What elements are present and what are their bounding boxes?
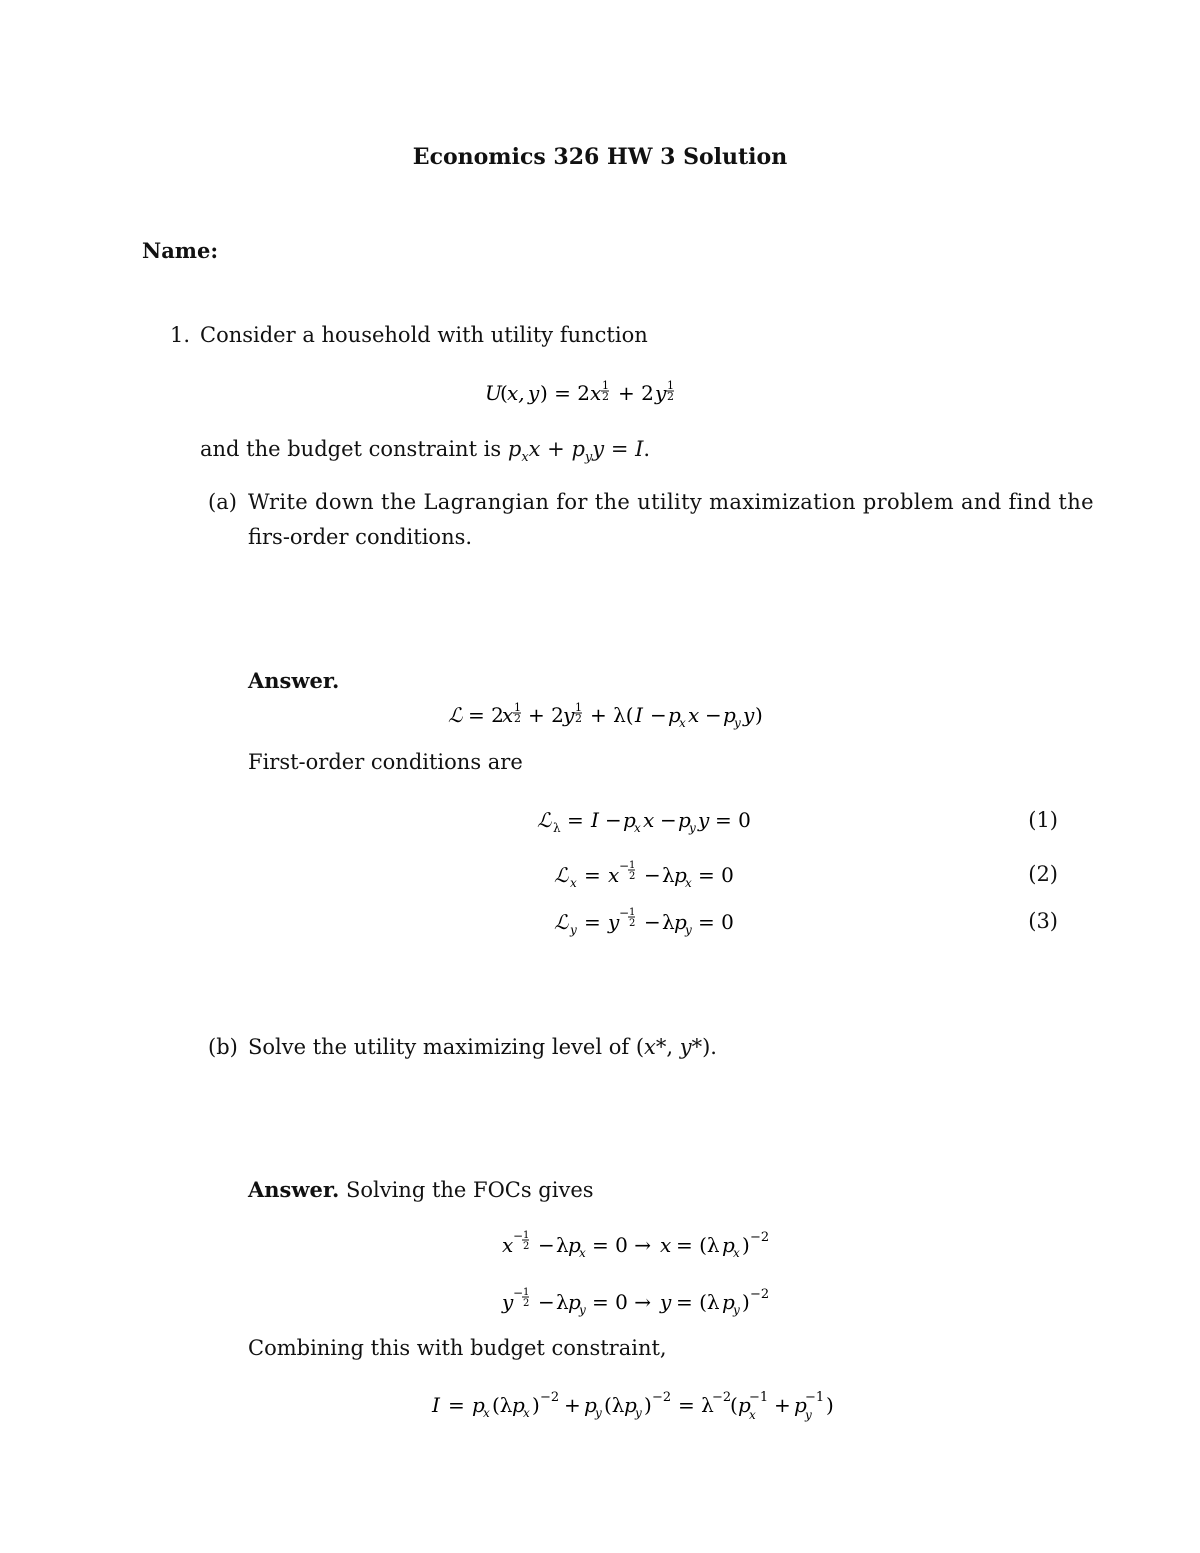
svg-text:p: p bbox=[568, 1290, 581, 1314]
svg-text:1: 1 bbox=[629, 907, 636, 918]
svg-text:x: x bbox=[502, 703, 514, 727]
svg-text:x: x bbox=[483, 1406, 490, 1420]
part-a-text-line2: firs-order conditions. bbox=[248, 525, 473, 549]
svg-text:2: 2 bbox=[523, 1241, 530, 1252]
svg-text:λ: λ bbox=[553, 821, 561, 835]
svg-text:(λ: (λ bbox=[604, 1393, 625, 1417]
part-b-text: Solve the utility maximizing level of (x*, y*). bbox=[248, 1035, 717, 1059]
svg-text:−2: −2 bbox=[652, 1390, 672, 1405]
utility-equation bbox=[0, 378, 1200, 417]
svg-text:= 0 →: = 0 → bbox=[592, 1290, 651, 1314]
svg-text:p: p bbox=[674, 910, 687, 934]
svg-text:= λ: = λ bbox=[678, 1393, 714, 1417]
problem-intro: Consider a household with utility function bbox=[200, 323, 648, 347]
svg-text:y: y bbox=[805, 1408, 812, 1422]
foc-equation-3-render bbox=[552, 905, 772, 941]
svg-text:y: y bbox=[733, 1303, 740, 1317]
equation-number-2: (2) bbox=[1028, 862, 1058, 886]
svg-text:λ: λ bbox=[662, 863, 675, 887]
svg-text:1: 1 bbox=[629, 860, 636, 871]
svg-text:=: = bbox=[448, 1393, 465, 1417]
svg-text:1: 1 bbox=[523, 1287, 530, 1298]
svg-text:−2: −2 bbox=[750, 1287, 770, 1302]
svg-text:p: p bbox=[623, 808, 636, 832]
svg-text:y: y bbox=[563, 703, 575, 727]
svg-text:2: 2 bbox=[523, 1298, 530, 1309]
svg-text:(: ( bbox=[500, 381, 508, 405]
svg-text:x: x bbox=[679, 716, 686, 730]
svg-text:y: y bbox=[655, 381, 667, 405]
svg-text:−2: −2 bbox=[750, 1230, 770, 1245]
part-a-answer-label: Answer. bbox=[248, 668, 340, 693]
svg-text:y: y bbox=[689, 821, 696, 835]
svg-text:−1: −1 bbox=[749, 1390, 769, 1405]
svg-text:−: − bbox=[513, 1286, 524, 1300]
svg-text:x: x bbox=[643, 808, 655, 832]
svg-text:=: = bbox=[584, 863, 601, 887]
combine-text: Combining this with budget constraint, bbox=[248, 1336, 667, 1360]
svg-text:): ) bbox=[755, 703, 763, 727]
foc-intro: First-order conditions are bbox=[248, 750, 523, 774]
svg-text:p: p bbox=[568, 1233, 581, 1257]
svg-text:): ) bbox=[532, 1393, 540, 1417]
svg-text:x: x bbox=[502, 1233, 514, 1257]
svg-text:p: p bbox=[512, 1393, 525, 1417]
svg-text:x: x bbox=[660, 1233, 672, 1257]
svg-text:) = 2: ) = 2 bbox=[540, 381, 590, 405]
svg-text:y: y bbox=[570, 923, 577, 937]
svg-text:y: y bbox=[579, 1303, 586, 1317]
solution-equation-1 bbox=[500, 1228, 820, 1269]
svg-text:1: 1 bbox=[523, 1230, 530, 1241]
svg-text:I: I bbox=[591, 808, 599, 832]
svg-text:−: − bbox=[513, 1229, 524, 1243]
svg-text:x,: x, bbox=[507, 381, 525, 405]
budget-text: and the budget constraint is bbox=[200, 437, 508, 461]
equation-number-1: (1) bbox=[1028, 808, 1058, 832]
svg-text:= 2: = 2 bbox=[468, 703, 504, 727]
svg-text:−: − bbox=[619, 859, 630, 873]
solution-equation-1-render bbox=[500, 1228, 820, 1264]
svg-text:−: − bbox=[538, 1290, 555, 1314]
svg-text:x: x bbox=[733, 1246, 740, 1260]
svg-text:x: x bbox=[579, 1246, 586, 1260]
svg-text:2: 2 bbox=[629, 871, 636, 882]
svg-text:λ: λ bbox=[556, 1233, 569, 1257]
svg-text:= (λ: = (λ bbox=[676, 1233, 720, 1257]
svg-text:λ: λ bbox=[662, 910, 675, 934]
foc-equation-2 bbox=[552, 858, 772, 899]
svg-text:+ λ(: + λ( bbox=[590, 703, 634, 727]
svg-text:−: − bbox=[650, 703, 667, 727]
svg-text:−: − bbox=[660, 808, 677, 832]
svg-text:−: − bbox=[619, 906, 630, 920]
svg-text:−: − bbox=[644, 910, 661, 934]
solution-equation-2 bbox=[500, 1285, 820, 1326]
svg-text:x: x bbox=[570, 876, 577, 890]
svg-text:2: 2 bbox=[602, 390, 609, 403]
svg-text:+ 2: + 2 bbox=[618, 381, 654, 405]
svg-text:1: 1 bbox=[514, 701, 521, 714]
solution-equation-3 bbox=[430, 1388, 890, 1431]
svg-text:y: y bbox=[698, 808, 710, 832]
svg-text:y: y bbox=[528, 381, 540, 405]
svg-text:ℒ: ℒ bbox=[554, 863, 569, 887]
svg-text:y: y bbox=[595, 1406, 602, 1420]
svg-text:y: y bbox=[608, 910, 620, 934]
svg-text:(: ( bbox=[730, 1393, 738, 1417]
svg-text:= 0 →: = 0 → bbox=[592, 1233, 651, 1257]
svg-text:+ 2: + 2 bbox=[528, 703, 564, 727]
svg-text:−: − bbox=[538, 1233, 555, 1257]
svg-text:+: + bbox=[564, 1393, 581, 1417]
svg-text:): ) bbox=[826, 1393, 834, 1417]
part-b-label: (b) bbox=[208, 1035, 238, 1059]
svg-text:y: y bbox=[685, 923, 692, 937]
foc-equation-2-render bbox=[552, 858, 772, 894]
part-a-label: (a) bbox=[208, 490, 237, 514]
svg-text:I: I bbox=[635, 703, 643, 727]
svg-text:p: p bbox=[624, 1393, 637, 1417]
svg-text:y: y bbox=[502, 1290, 514, 1314]
svg-text:U: U bbox=[485, 381, 502, 405]
svg-text:y: y bbox=[635, 1406, 642, 1420]
svg-text:x: x bbox=[685, 876, 692, 890]
svg-text:p: p bbox=[794, 1393, 807, 1417]
svg-text:= 0: = 0 bbox=[698, 863, 734, 887]
svg-text:x: x bbox=[688, 703, 700, 727]
svg-text:=: = bbox=[584, 910, 601, 934]
svg-text:p: p bbox=[722, 1233, 735, 1257]
svg-text:−2: −2 bbox=[540, 1390, 560, 1405]
utility-equation-render bbox=[480, 378, 720, 412]
svg-text:−2: −2 bbox=[712, 1390, 732, 1405]
foc-equation-1 bbox=[535, 805, 785, 844]
part-b-answer-text: Solving the FOCs gives bbox=[345, 1178, 594, 1202]
page-title: Economics 326 HW 3 Solution bbox=[412, 144, 788, 170]
part-b-answer-label: Answer. bbox=[248, 1177, 340, 1202]
svg-text:p: p bbox=[674, 863, 687, 887]
svg-text:y: y bbox=[743, 703, 755, 727]
svg-text:y: y bbox=[660, 1290, 672, 1314]
svg-text:= (λ: = (λ bbox=[676, 1290, 720, 1314]
svg-text:p: p bbox=[722, 1290, 735, 1314]
svg-text:1: 1 bbox=[667, 379, 674, 392]
svg-text:1: 1 bbox=[602, 379, 609, 392]
svg-text:): ) bbox=[742, 1290, 750, 1314]
budget-constraint: and the budget constraint is $p_xx + p_yy = I$. bbox=[200, 437, 651, 466]
part-a-text-line1: Write down the Lagrangian for the utility maximization problem and find the bbox=[248, 490, 1094, 514]
svg-text:p: p bbox=[678, 808, 691, 832]
svg-text:x: x bbox=[608, 863, 620, 887]
lagrangian-equation bbox=[0, 700, 1200, 739]
svg-text:−: − bbox=[644, 863, 661, 887]
problem-number: 1. bbox=[170, 323, 191, 347]
svg-text:2: 2 bbox=[667, 390, 674, 403]
svg-text:λ: λ bbox=[556, 1290, 569, 1314]
svg-text:): ) bbox=[742, 1233, 750, 1257]
svg-text:x: x bbox=[634, 821, 641, 835]
equation-number-3: (3) bbox=[1028, 909, 1058, 933]
svg-text:ℒ: ℒ bbox=[448, 703, 463, 727]
svg-text:x: x bbox=[590, 381, 602, 405]
foc-equation-3 bbox=[552, 905, 772, 946]
svg-text:−1: −1 bbox=[805, 1390, 825, 1405]
solution-equation-3-render bbox=[430, 1388, 890, 1426]
svg-text:I: I bbox=[432, 1393, 440, 1417]
svg-text:−: − bbox=[705, 703, 722, 727]
svg-text:): ) bbox=[644, 1393, 652, 1417]
svg-text:2: 2 bbox=[629, 918, 636, 929]
svg-text:y: y bbox=[734, 716, 741, 730]
svg-text:ℒ: ℒ bbox=[537, 808, 552, 832]
svg-text:x: x bbox=[749, 1408, 756, 1422]
svg-text:x: x bbox=[523, 1406, 530, 1420]
lagrangian-render bbox=[410, 700, 790, 734]
solution-equation-2-render bbox=[500, 1285, 820, 1321]
svg-text:=: = bbox=[567, 808, 584, 832]
svg-text:+: + bbox=[774, 1393, 791, 1417]
svg-text:p: p bbox=[472, 1393, 485, 1417]
svg-text:1: 1 bbox=[575, 701, 582, 714]
name-label: Name: bbox=[142, 238, 219, 263]
foc-equation-1-render bbox=[535, 805, 785, 839]
svg-text:p: p bbox=[723, 703, 736, 727]
svg-text:p: p bbox=[738, 1393, 751, 1417]
svg-text:−: − bbox=[605, 808, 622, 832]
svg-text:p: p bbox=[584, 1393, 597, 1417]
part-b-answer bbox=[248, 1177, 594, 1202]
svg-text:(λ: (λ bbox=[492, 1393, 513, 1417]
svg-text:ℒ: ℒ bbox=[554, 910, 569, 934]
svg-text:2: 2 bbox=[514, 712, 521, 725]
svg-text:= 0: = 0 bbox=[715, 808, 751, 832]
svg-text:= 0: = 0 bbox=[698, 910, 734, 934]
svg-text:p: p bbox=[668, 703, 681, 727]
svg-text:2: 2 bbox=[575, 712, 582, 725]
